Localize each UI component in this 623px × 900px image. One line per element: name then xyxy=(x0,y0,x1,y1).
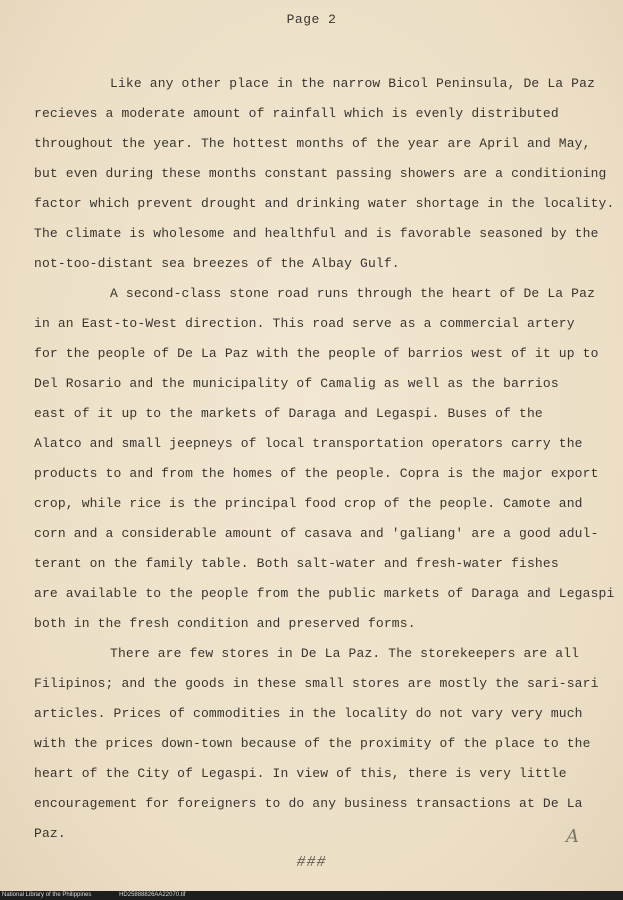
page-number: Page 2 xyxy=(286,12,337,27)
text-line: factor which prevent drought and drinking water shortage in the locality. xyxy=(34,196,615,211)
end-of-page-mark: ### xyxy=(296,854,327,871)
text-line: terant on the family table. Both salt-water and fresh-water fishes xyxy=(34,556,559,571)
text-line: throughout the year. The hottest months of the year are April and May, xyxy=(34,136,591,151)
text-line: east of it up to the markets of Daraga and Legaspi. Buses of the xyxy=(34,406,543,421)
library-name: National Library of the Philippines xyxy=(2,892,92,898)
text-line: with the prices down-town because of the proximity of the place to the xyxy=(34,736,591,751)
text-line: products to and from the homes of the people. Copra is the major export xyxy=(34,466,599,481)
text-line: Alatco and small jeepneys of local transportation operators carry the xyxy=(34,436,583,451)
file-id: HD25888826AA22070.tif xyxy=(119,892,186,898)
text-line: There are few stores in De La Paz. The storekeepers are all xyxy=(110,646,580,661)
handwritten-initial: A xyxy=(566,826,579,847)
text-line: A second-class stone road runs through the heart of De La Paz xyxy=(110,286,596,301)
scan-watermark xyxy=(2,891,211,900)
text-line: Del Rosario and the municipality of Camalig as well as the barrios xyxy=(34,376,559,391)
text-line: not-too-distant sea breezes of the Albay Gulf. xyxy=(34,256,400,271)
text-line: in an East-to-West direction. This road serve as a commercial artery xyxy=(34,316,575,331)
text-line: both in the fresh condition and preserved forms. xyxy=(34,616,416,631)
text-line: articles. Prices of commodities in the locality do not vary very much xyxy=(34,706,583,721)
text-line: crop, while rice is the principal food crop of the people. Camote and xyxy=(34,496,583,511)
text-line: but even during these months constant passing showers are a conditioning xyxy=(34,166,607,181)
scan-footer-strip xyxy=(0,891,623,900)
text-line: recieves a moderate amount of rainfall which is evenly distributed xyxy=(34,106,559,121)
text-line: Like any other place in the narrow Bicol Peninsula, De La Paz xyxy=(110,76,596,91)
text-line: The climate is wholesome and healthful and is favorable seasoned by the xyxy=(34,226,599,241)
text-line: encouragement for foreigners to do any business transactions at De La xyxy=(34,796,583,811)
text-line: are available to the people from the public markets of Daraga and Legaspi xyxy=(34,586,615,601)
text-line: corn and a considerable amount of casava and 'galiang' are a good adul- xyxy=(34,526,599,541)
text-line: Filipinos; and the goods in these small stores are mostly the sari-sari xyxy=(34,676,599,691)
document-body xyxy=(34,69,615,849)
text-line: for the people of De La Paz with the people of barrios west of it up to xyxy=(34,346,599,361)
text-line: Paz. xyxy=(34,826,66,841)
text-line: heart of the City of Legaspi. In view of this, there is very little xyxy=(34,766,567,781)
